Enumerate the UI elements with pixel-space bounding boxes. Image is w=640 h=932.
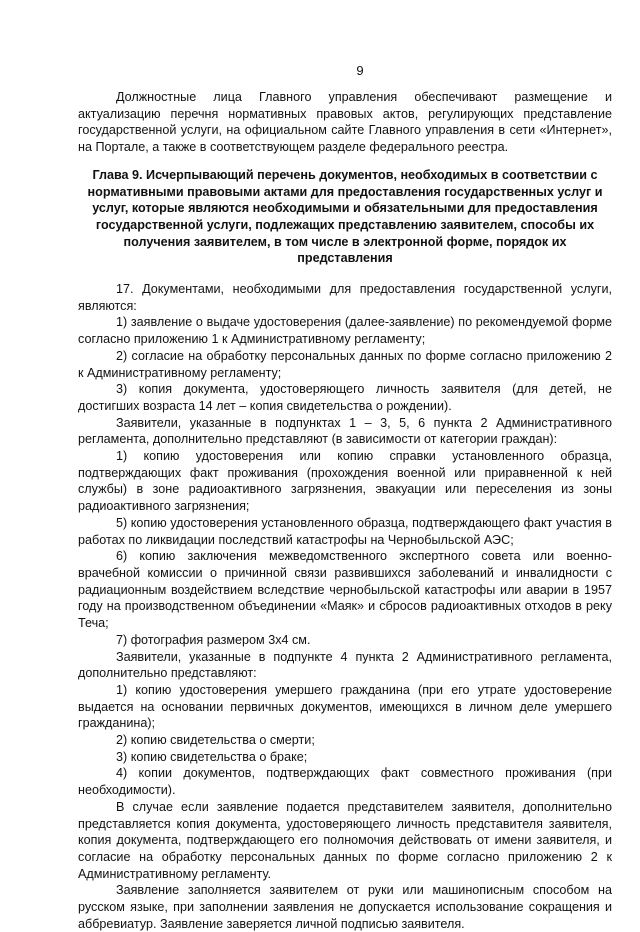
intro-paragraph: Должностные лица Главного управления обеспечивают размещение и актуализацию перечня нормативных правовых актов, регулирующих представление государственной услуги, на официальном сайте Главного управления в сети «Интернет», на Портале, а также в соответствующем разделе федерального реестра.: [78, 90, 612, 155]
paragraph: 7) фотография размером 3х4 см.: [116, 632, 311, 647]
paragraph: Заявители, указанные в подпунктах 1 – 3, 5, 6 пункта 2 Административного регламента, дополнительно представляют (в зависимости от категории граждан):: [78, 415, 612, 447]
paragraph: Заявители, указанные в подпункте 4 пункта 2 Административного регламента, дополнительно представляют:: [78, 649, 612, 681]
paragraph: 3) копию свидетельства о браке;: [116, 749, 308, 764]
paragraph: Заявление заполняется заявителем от руки или машинописным способом на русском языке, при заполнении заявления не допускается использование сокращения и аббревиатур. Заявление заверяется личной подписью заявителя.: [78, 883, 612, 931]
chapter-title: Глава 9. Исчерпывающий перечень документов, необходимых в соответствии с нормативными правовыми актами для предоставления государственных услуг и услуг, которые являются необходимыми и обязательными для предоставления государственной услуги, подлежащих представлению заявителем, способы их получения заявителем, в том числе в электронной форме, порядок их представления: [87, 167, 603, 266]
paragraph: 1) копию удостоверения или копию справки установленного образца, подтверждающих факт проживания (прохождения военной или приравненной к ней службы) в зоне радиоактивного загрязнения, эвакуации или переселения из зоны радиоактивного загрязнения;: [78, 449, 612, 514]
paragraph: 1) копию удостоверения умершего гражданина (при его утрате удостоверение выдается на основании первичных документов, имеющихся в личном деле умершего гражданина);: [78, 682, 612, 731]
paragraph: В случае если заявление подается представителем заявителя, дополнительно представляется копия документа, удостоверяющего личность представителя заявителя, копия документа, подтверждающего его полномочия действовать от имени заявителя, и согласие на обработку персональных данных по форме согласно приложению 2 к Административному регламенту.: [78, 799, 612, 881]
paragraph: 4) копии документов, подтверждающих факт совместного проживания (при необходимости).: [78, 766, 612, 798]
page-number: 9: [356, 63, 364, 78]
paragraph: 2) согласие на обработку персональных данных по форме согласно приложению 2 к Административному регламенту;: [78, 348, 612, 380]
paragraph: 17. Документами, необходимыми для предоставления государственной услуги, являются:: [78, 282, 612, 313]
paragraph: 2) копию свидетельства о смерти;: [116, 733, 315, 748]
paragraph: 1) заявление о выдаче удостоверения (далее-заявление) по рекомендуемой форме согласно приложению 1 к Административному регламенту;: [78, 315, 612, 347]
paragraph: 6) копию заключения межведомственного экспертного совета или военно-врачебной комиссии о причинной связи развившихся заболеваний и инвалидности с радиационным воздействием вследствие чернобыльской катастрофы или аварии в 1957 году на производственном объединении «Маяк» и сбросов радиоактивных отходов в реку Теча;: [78, 549, 612, 631]
paragraph: 3) копия документа, удостоверяющего личность заявителя (для детей, не достигших возраста 14 лет – копия свидетельства о рождении).: [78, 382, 612, 413]
document-body: [78, 89, 612, 932]
paragraph: 5) копию удостоверения установленного образца, подтверждающего факт участия в работах по ликвидации последствий катастрофы на Чернобыльской АЭС;: [78, 515, 612, 547]
